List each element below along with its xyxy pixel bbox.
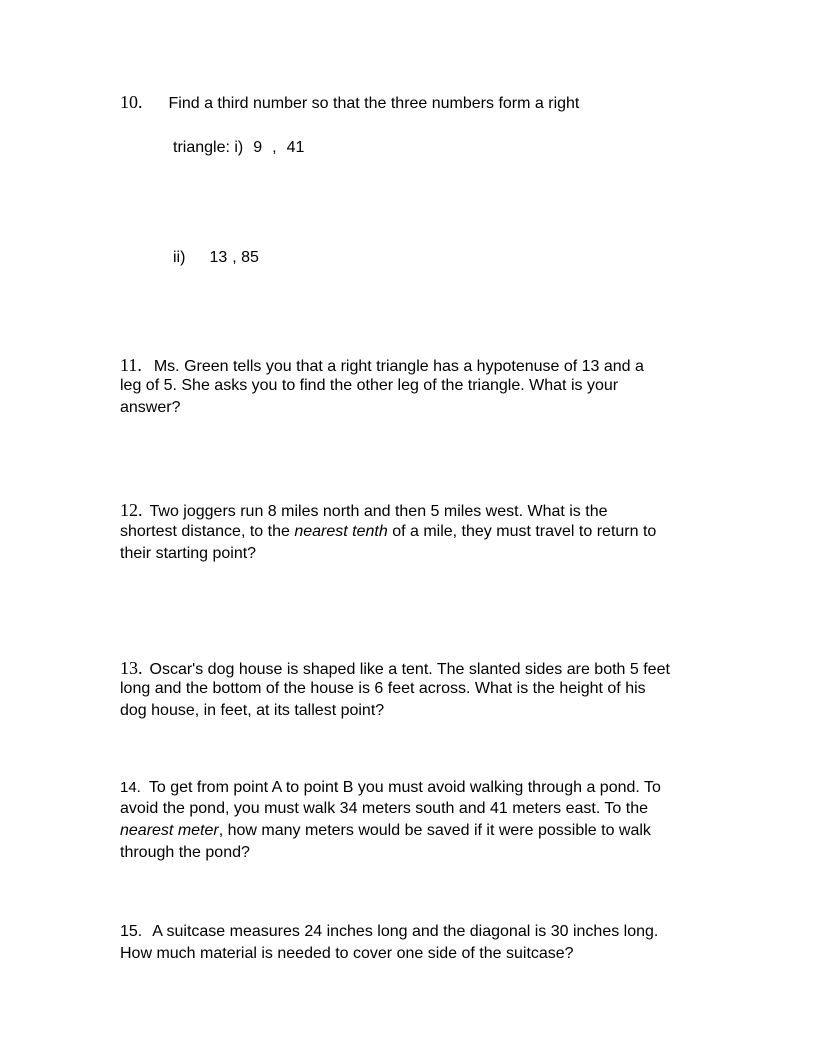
part-ii-value-b: , 85 xyxy=(232,249,259,266)
question-11-line-2: leg of 5. She asks you to find the other leg of the triangle. What is your xyxy=(120,377,619,394)
question-10-line-1 xyxy=(120,91,579,115)
question-12-text-2b: of a mile, they must travel to return to xyxy=(392,523,657,540)
question-14-line-4: through the pond? xyxy=(120,844,250,861)
question-12-text-2a: shortest distance, to the xyxy=(120,523,290,540)
question-10-part-ii xyxy=(173,247,259,269)
question-10-text: Find a third number so that the three numbers form a right xyxy=(168,95,580,112)
question-13-text-1: Oscar's dog house is shaped like a tent. The slanted sides are both 5 feet xyxy=(149,661,670,678)
question-12-line-1 xyxy=(120,499,608,523)
question-12-line-2 xyxy=(120,521,656,543)
part-i-separator: , xyxy=(272,139,277,156)
question-14-line-2: avoid the pond, you must walk 34 meters south and 41 meters east. To the xyxy=(120,800,649,817)
question-15-line-2: How much material is needed to cover one side of the suitcase? xyxy=(120,945,574,962)
question-11-number: 11. xyxy=(120,355,142,375)
question-14-text-3: , how many meters would be saved if it were possible to walk xyxy=(218,822,651,839)
question-15-text-1: A suitcase measures 24 inches long and the diagonal is 30 inches long. xyxy=(152,923,659,940)
part-i-value-a: 9 xyxy=(253,139,263,156)
question-14-text-1: To get from point A to point B you must avoid walking through a pond. To xyxy=(148,779,661,796)
question-10-part-i xyxy=(173,137,304,159)
question-13-line-2: long and the bottom of the house is 6 feet across. What is the height of his xyxy=(120,680,646,697)
question-15-number: 15. xyxy=(120,923,143,940)
part-i-label: triangle: i) xyxy=(173,139,244,156)
nearest-meter-emphasis: nearest meter xyxy=(120,822,219,839)
question-15-line-1 xyxy=(120,921,658,943)
question-12-text-1: Two joggers run 8 miles north and then 5 miles west. What is the xyxy=(149,503,608,520)
nearest-tenth-emphasis: nearest tenth xyxy=(294,523,388,540)
question-13-number: 13. xyxy=(120,658,143,678)
question-11-text-1: Ms. Green tells you that a right triangle has a hypotenuse of 13 and a xyxy=(153,358,644,375)
question-14-line-3 xyxy=(120,820,651,842)
part-ii-label: ii) xyxy=(173,249,186,266)
question-11-line-3: answer? xyxy=(120,399,181,416)
part-i-value-b: 41 xyxy=(286,139,305,156)
part-ii-value-a: 13 xyxy=(209,249,228,266)
question-14-line-1 xyxy=(120,777,661,799)
question-12-number: 12. xyxy=(120,500,143,520)
question-12-line-3: their starting point? xyxy=(120,545,257,562)
question-14-number: 14. xyxy=(120,779,141,796)
question-13-line-3: dog house, in feet, at its tallest point? xyxy=(120,702,385,719)
question-10-number: 10. xyxy=(120,92,143,112)
